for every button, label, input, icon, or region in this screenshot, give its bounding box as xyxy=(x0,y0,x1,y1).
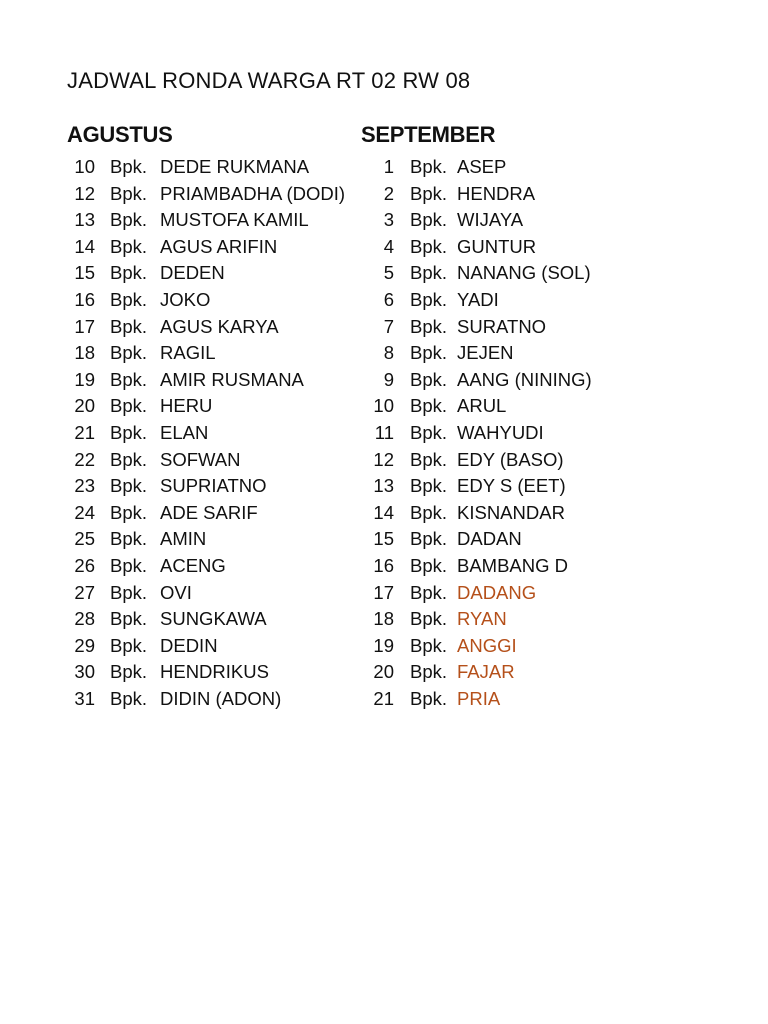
honorific: Bpk. xyxy=(110,315,148,337)
honorific: Bpk. xyxy=(410,608,448,630)
honorific: Bpk. xyxy=(410,262,448,284)
resident-name: DEDEN xyxy=(160,262,225,284)
schedule-row xyxy=(67,553,357,580)
schedule-row xyxy=(67,287,357,314)
day-number: 2 xyxy=(383,182,394,204)
day-number: 24 xyxy=(74,501,95,523)
resident-name: NANANG (SOL) xyxy=(457,262,591,284)
resident-name: DADAN xyxy=(457,528,522,550)
resident-name: GUNTUR xyxy=(457,235,537,257)
honorific: Bpk. xyxy=(410,156,448,177)
resident-name: RAGIL xyxy=(160,342,216,364)
resident-name: PRIA xyxy=(457,687,501,709)
resident-name: YADI xyxy=(457,288,499,310)
day-number: 5 xyxy=(383,262,394,284)
schedule-row xyxy=(67,207,357,234)
honorific: Bpk. xyxy=(110,687,148,709)
day-number: 23 xyxy=(74,475,95,497)
day-number: 31 xyxy=(74,687,95,709)
month-heading-agustus: AGUSTUS xyxy=(67,122,173,147)
schedule-list-agustus xyxy=(67,154,357,712)
resident-name: AMIR RUSMANA xyxy=(160,368,304,390)
resident-name: AGUS KARYA xyxy=(160,315,279,337)
day-number: 15 xyxy=(373,528,394,550)
day-number: 10 xyxy=(74,156,95,177)
honorific: Bpk. xyxy=(410,235,448,257)
honorific: Bpk. xyxy=(410,395,448,417)
honorific: Bpk. xyxy=(110,368,148,390)
resident-name: WIJAYA xyxy=(457,209,524,231)
month-heading-september: SEPTEMBER xyxy=(361,122,496,147)
honorific: Bpk. xyxy=(410,182,448,204)
honorific: Bpk. xyxy=(110,554,148,576)
honorific: Bpk. xyxy=(110,182,148,204)
day-number: 1 xyxy=(383,156,394,177)
honorific: Bpk. xyxy=(110,448,148,470)
resident-name: ADE SARIF xyxy=(160,501,258,523)
schedule-row xyxy=(361,447,597,474)
schedule-list-september xyxy=(361,154,597,712)
day-number: 17 xyxy=(74,315,95,337)
resident-name: DEDE RUKMANA xyxy=(160,156,310,177)
schedule-row xyxy=(67,686,357,713)
resident-name: PRIAMBADHA (DODI) xyxy=(160,182,346,204)
schedule-row xyxy=(361,526,597,553)
resident-name: HENDRA xyxy=(457,182,536,204)
honorific: Bpk. xyxy=(410,342,448,364)
honorific: Bpk. xyxy=(410,634,448,656)
resident-name: OVI xyxy=(160,581,192,603)
schedule-row xyxy=(67,500,357,527)
resident-name: EDY (BASO) xyxy=(457,448,564,470)
day-number: 18 xyxy=(74,342,95,364)
day-number: 17 xyxy=(373,581,394,603)
schedule-row xyxy=(67,633,357,660)
schedule-row xyxy=(361,207,597,234)
resident-name: ELAN xyxy=(160,421,209,443)
schedule-row xyxy=(67,659,357,686)
schedule-row xyxy=(361,314,597,341)
schedule-row xyxy=(361,659,597,686)
resident-name: ACENG xyxy=(160,554,226,576)
schedule-row xyxy=(361,473,597,500)
day-number: 29 xyxy=(74,634,95,656)
resident-name: RYAN xyxy=(457,608,507,630)
schedule-row xyxy=(67,340,357,367)
honorific: Bpk. xyxy=(410,448,448,470)
schedule-row xyxy=(67,367,357,394)
day-number: 11 xyxy=(374,421,394,443)
day-number: 27 xyxy=(74,581,95,603)
schedule-row xyxy=(361,260,597,287)
day-number: 6 xyxy=(383,288,394,310)
honorific: Bpk. xyxy=(110,421,148,443)
resident-name: SOFWAN xyxy=(160,448,241,470)
schedule-row xyxy=(361,686,597,713)
honorific: Bpk. xyxy=(410,315,448,337)
schedule-row xyxy=(361,234,597,261)
schedule-row xyxy=(67,393,357,420)
honorific: Bpk. xyxy=(410,554,448,576)
honorific: Bpk. xyxy=(410,368,448,390)
honorific: Bpk. xyxy=(410,501,448,523)
schedule-row xyxy=(361,500,597,527)
schedule-row xyxy=(67,260,357,287)
schedule-row xyxy=(361,367,597,394)
honorific: Bpk. xyxy=(410,288,448,310)
schedule-row xyxy=(67,447,357,474)
resident-name: DIDIN (ADON) xyxy=(160,687,282,709)
honorific: Bpk. xyxy=(110,528,148,550)
honorific: Bpk. xyxy=(110,634,148,656)
schedule-row xyxy=(67,154,357,181)
schedule-row xyxy=(361,181,597,208)
day-number: 8 xyxy=(383,342,394,364)
honorific: Bpk. xyxy=(110,475,148,497)
resident-name: ASEP xyxy=(457,156,507,177)
day-number: 7 xyxy=(383,315,394,337)
day-number: 15 xyxy=(74,262,95,284)
honorific: Bpk. xyxy=(110,395,148,417)
day-number: 20 xyxy=(74,395,95,417)
resident-name: SUPRIATNO xyxy=(160,475,267,497)
schedule-row xyxy=(361,340,597,367)
honorific: Bpk. xyxy=(110,501,148,523)
honorific: Bpk. xyxy=(110,581,148,603)
day-number: 13 xyxy=(74,209,95,231)
resident-name: FAJAR xyxy=(457,661,515,683)
resident-name: ANGGI xyxy=(457,634,517,656)
day-number: 18 xyxy=(373,608,394,630)
schedule-row xyxy=(361,393,597,420)
honorific: Bpk. xyxy=(410,581,448,603)
resident-name: BAMBANG D xyxy=(457,554,569,576)
day-number: 22 xyxy=(74,448,95,470)
honorific: Bpk. xyxy=(110,342,148,364)
schedule-row xyxy=(361,633,597,660)
schedule-row xyxy=(67,234,357,261)
honorific: Bpk. xyxy=(110,235,148,257)
day-number: 16 xyxy=(74,288,95,310)
resident-name: EDY S (EET) xyxy=(457,475,566,497)
day-number: 28 xyxy=(74,608,95,630)
day-number: 20 xyxy=(373,661,394,683)
honorific: Bpk. xyxy=(410,528,448,550)
schedule-row xyxy=(361,580,597,607)
september-column xyxy=(361,120,597,712)
resident-name: HERU xyxy=(160,395,213,417)
day-number: 13 xyxy=(373,475,394,497)
resident-name: MUSTOFA KAMIL xyxy=(160,209,309,231)
schedule-row xyxy=(361,154,597,181)
resident-name: DADANG xyxy=(457,581,537,603)
day-number: 12 xyxy=(373,448,394,470)
honorific: Bpk. xyxy=(410,687,448,709)
day-number: 21 xyxy=(373,687,394,709)
honorific: Bpk. xyxy=(110,262,148,284)
resident-name: DEDIN xyxy=(160,634,218,656)
schedule-row xyxy=(361,606,597,633)
resident-name: AMIN xyxy=(160,528,207,550)
honorific: Bpk. xyxy=(110,661,148,683)
agustus-column xyxy=(67,120,357,712)
day-number: 19 xyxy=(373,634,394,656)
honorific: Bpk. xyxy=(110,156,148,177)
honorific: Bpk. xyxy=(410,475,448,497)
day-number: 14 xyxy=(74,235,95,257)
day-number: 3 xyxy=(383,209,394,231)
honorific: Bpk. xyxy=(110,608,148,630)
day-number: 14 xyxy=(373,501,394,523)
honorific: Bpk. xyxy=(410,421,448,443)
resident-name: AANG (NINING) xyxy=(457,368,592,390)
schedule-row xyxy=(361,420,597,447)
schedule-row xyxy=(67,314,357,341)
day-number: 9 xyxy=(383,368,394,390)
honorific: Bpk. xyxy=(410,209,448,231)
resident-name: AGUS ARIFIN xyxy=(160,235,278,257)
schedule-row xyxy=(67,420,357,447)
schedule-row xyxy=(67,473,357,500)
honorific: Bpk. xyxy=(110,288,148,310)
day-number: 12 xyxy=(74,182,95,204)
schedule-row xyxy=(67,580,357,607)
schedule-row xyxy=(67,526,357,553)
resident-name: WAHYUDI xyxy=(457,421,544,443)
schedule-row xyxy=(67,181,357,208)
day-number: 19 xyxy=(74,368,95,390)
day-number: 21 xyxy=(74,421,95,443)
resident-name: JEJEN xyxy=(457,342,514,364)
resident-name: ARUL xyxy=(457,395,507,417)
honorific: Bpk. xyxy=(410,661,448,683)
schedule-row xyxy=(361,287,597,314)
schedule-row xyxy=(67,606,357,633)
resident-name: HENDRIKUS xyxy=(160,661,269,683)
resident-name: KISNANDAR xyxy=(457,501,565,523)
resident-name: SURATNO xyxy=(457,315,547,337)
day-number: 30 xyxy=(74,661,95,683)
day-number: 26 xyxy=(74,554,95,576)
resident-name: SUNGKAWA xyxy=(160,608,267,630)
resident-name: JOKO xyxy=(160,288,211,310)
day-number: 25 xyxy=(74,528,95,550)
day-number: 16 xyxy=(373,554,394,576)
day-number: 4 xyxy=(383,235,394,257)
honorific: Bpk. xyxy=(110,209,148,231)
schedule-row xyxy=(361,553,597,580)
day-number: 10 xyxy=(373,395,394,417)
page-title: JADWAL RONDA WARGA RT 02 RW 08 xyxy=(67,68,471,93)
